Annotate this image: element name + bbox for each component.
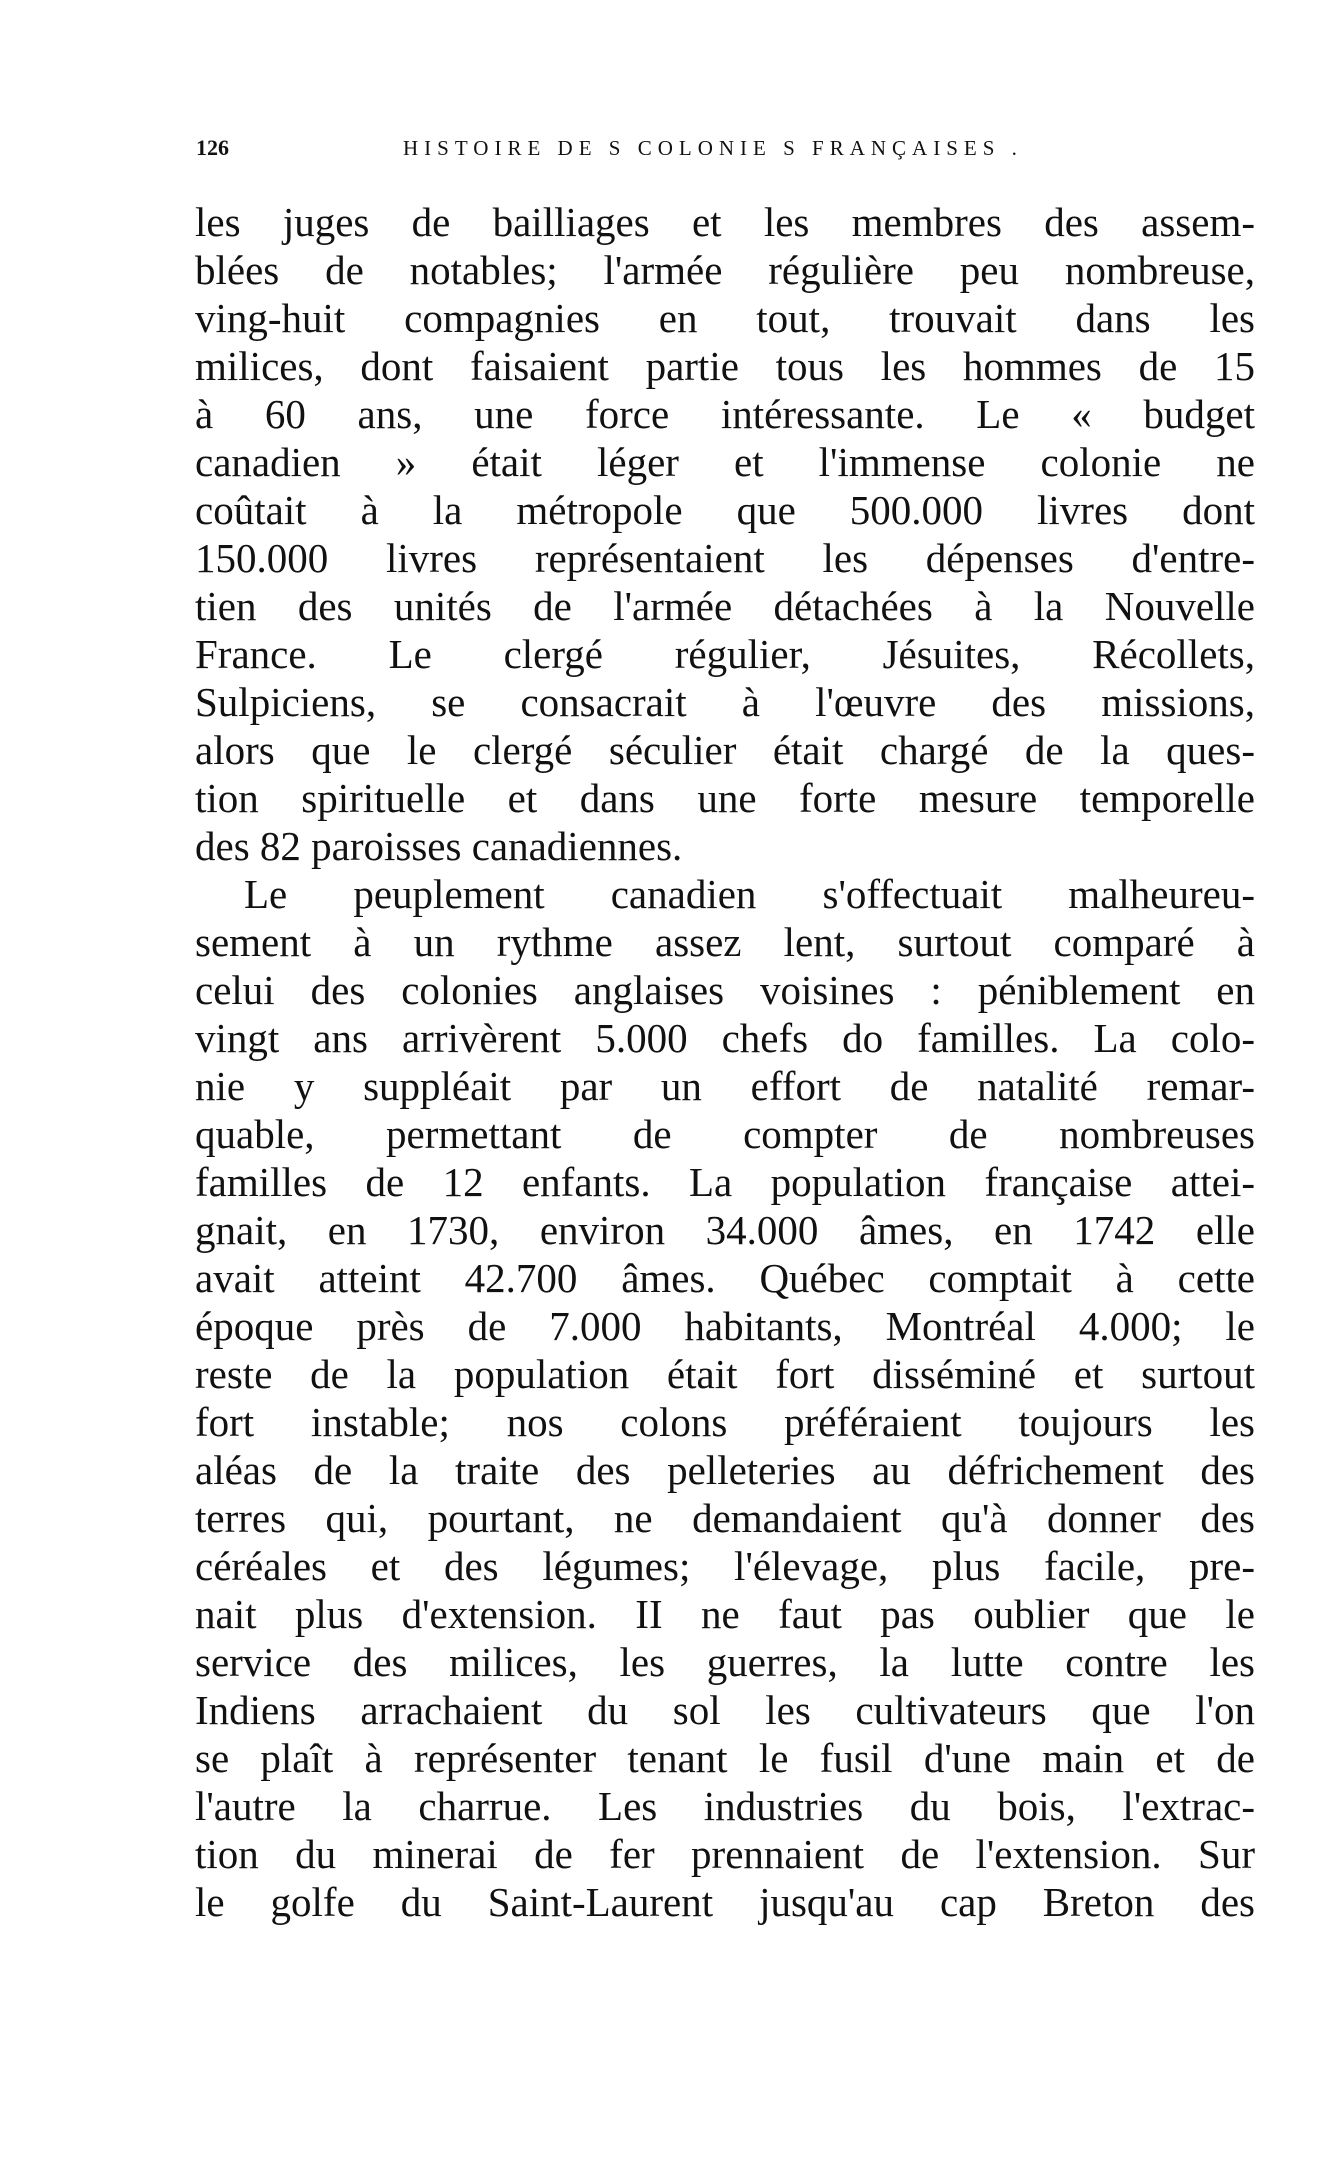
text-line: le golfe du Saint-Laurent jusqu'au cap Breton des bbox=[195, 1879, 1255, 1925]
text-line: France. Le clergé régulier, Jésuites, Récollets, bbox=[195, 631, 1255, 677]
text-line: quable, permettant de compter de nombreuses bbox=[195, 1111, 1255, 1157]
text-line: canadien » était léger et l'immense colonie ne bbox=[195, 439, 1255, 485]
text-line: gnait, en 1730, environ 34.000 âmes, en 1742 elle bbox=[195, 1207, 1255, 1253]
paragraph-1 bbox=[195, 198, 1255, 870]
text-line: coûtait à la métropole que 500.000 livres dont bbox=[195, 487, 1255, 533]
text-line: à 60 ans, une force intéressante. Le « budget bbox=[195, 391, 1255, 437]
text-line: service des milices, les guerres, la lutte contre les bbox=[195, 1639, 1255, 1685]
text-line: Le peuplement canadien s'offectuait malheureu- bbox=[244, 871, 1255, 917]
text-line: céréales et des légumes; l'élevage, plus facile, pre- bbox=[195, 1543, 1255, 1589]
text-line: familles de 12 enfants. La population française attei- bbox=[195, 1159, 1255, 1205]
text-line: avait atteint 42.700 âmes. Québec comptait à cette bbox=[195, 1255, 1255, 1301]
text-line: aléas de la traite des pelleteries au défrichement des bbox=[195, 1447, 1255, 1493]
text-line: reste de la population était fort disséminé et surtout bbox=[195, 1351, 1255, 1397]
paragraph-2 bbox=[195, 870, 1255, 1926]
text-line: tion du minerai de fer prennaient de l'extension. Sur bbox=[195, 1831, 1255, 1877]
text-line: fort instable; nos colons préféraient toujours les bbox=[195, 1399, 1255, 1445]
text-line: alors que le clergé séculier était chargé de la ques- bbox=[195, 727, 1255, 773]
text-line: milices, dont faisaient partie tous les hommes de 15 bbox=[195, 343, 1255, 389]
text-line: tien des unités de l'armée détachées à la Nouvelle bbox=[195, 583, 1255, 629]
running-title: HISTOIRE DE S COLONIE S FRANÇAISES . bbox=[403, 136, 1023, 160]
text-line: se plaît à représenter tenant le fusil d'une main et de bbox=[195, 1735, 1255, 1781]
text-line: sement à un rythme assez lent, surtout comparé à bbox=[195, 919, 1255, 965]
text-line: époque près de 7.000 habitants, Montréal 4.000; le bbox=[195, 1303, 1255, 1349]
body-text bbox=[195, 198, 1255, 1926]
text-line: 150.000 livres représentaient les dépenses d'entre- bbox=[195, 535, 1255, 581]
text-line: l'autre la charrue. Les industries du bois, l'extrac- bbox=[195, 1783, 1255, 1829]
text-line: celui des colonies anglaises voisines : péniblement en bbox=[195, 967, 1255, 1013]
text-line: des 82 paroisses canadiennes. bbox=[195, 823, 683, 869]
text-line: nie y suppléait par un effort de natalité remar- bbox=[195, 1063, 1255, 1109]
text-line: terres qui, pourtant, ne demandaient qu'à donner des bbox=[195, 1495, 1255, 1541]
text-line: tion spirituelle et dans une forte mesure temporelle bbox=[195, 775, 1255, 821]
text-line: Indiens arrachaient du sol les cultivateurs que l'on bbox=[195, 1687, 1255, 1733]
text-line: nait plus d'extension. II ne faut pas oublier que le bbox=[195, 1591, 1255, 1637]
text-line: les juges de bailliages et les membres des assem- bbox=[195, 199, 1255, 245]
text-line: ving-huit compagnies en tout, trouvait dans les bbox=[195, 295, 1255, 341]
text-line: Sulpiciens, se consacrait à l'œuvre des missions, bbox=[195, 679, 1255, 725]
text-line: blées de notables; l'armée régulière peu nombreuse, bbox=[195, 247, 1255, 293]
text-line: vingt ans arrivèrent 5.000 chefs do familles. La colo- bbox=[195, 1015, 1255, 1061]
running-head bbox=[196, 128, 1196, 168]
page-number: 126 bbox=[196, 135, 229, 160]
